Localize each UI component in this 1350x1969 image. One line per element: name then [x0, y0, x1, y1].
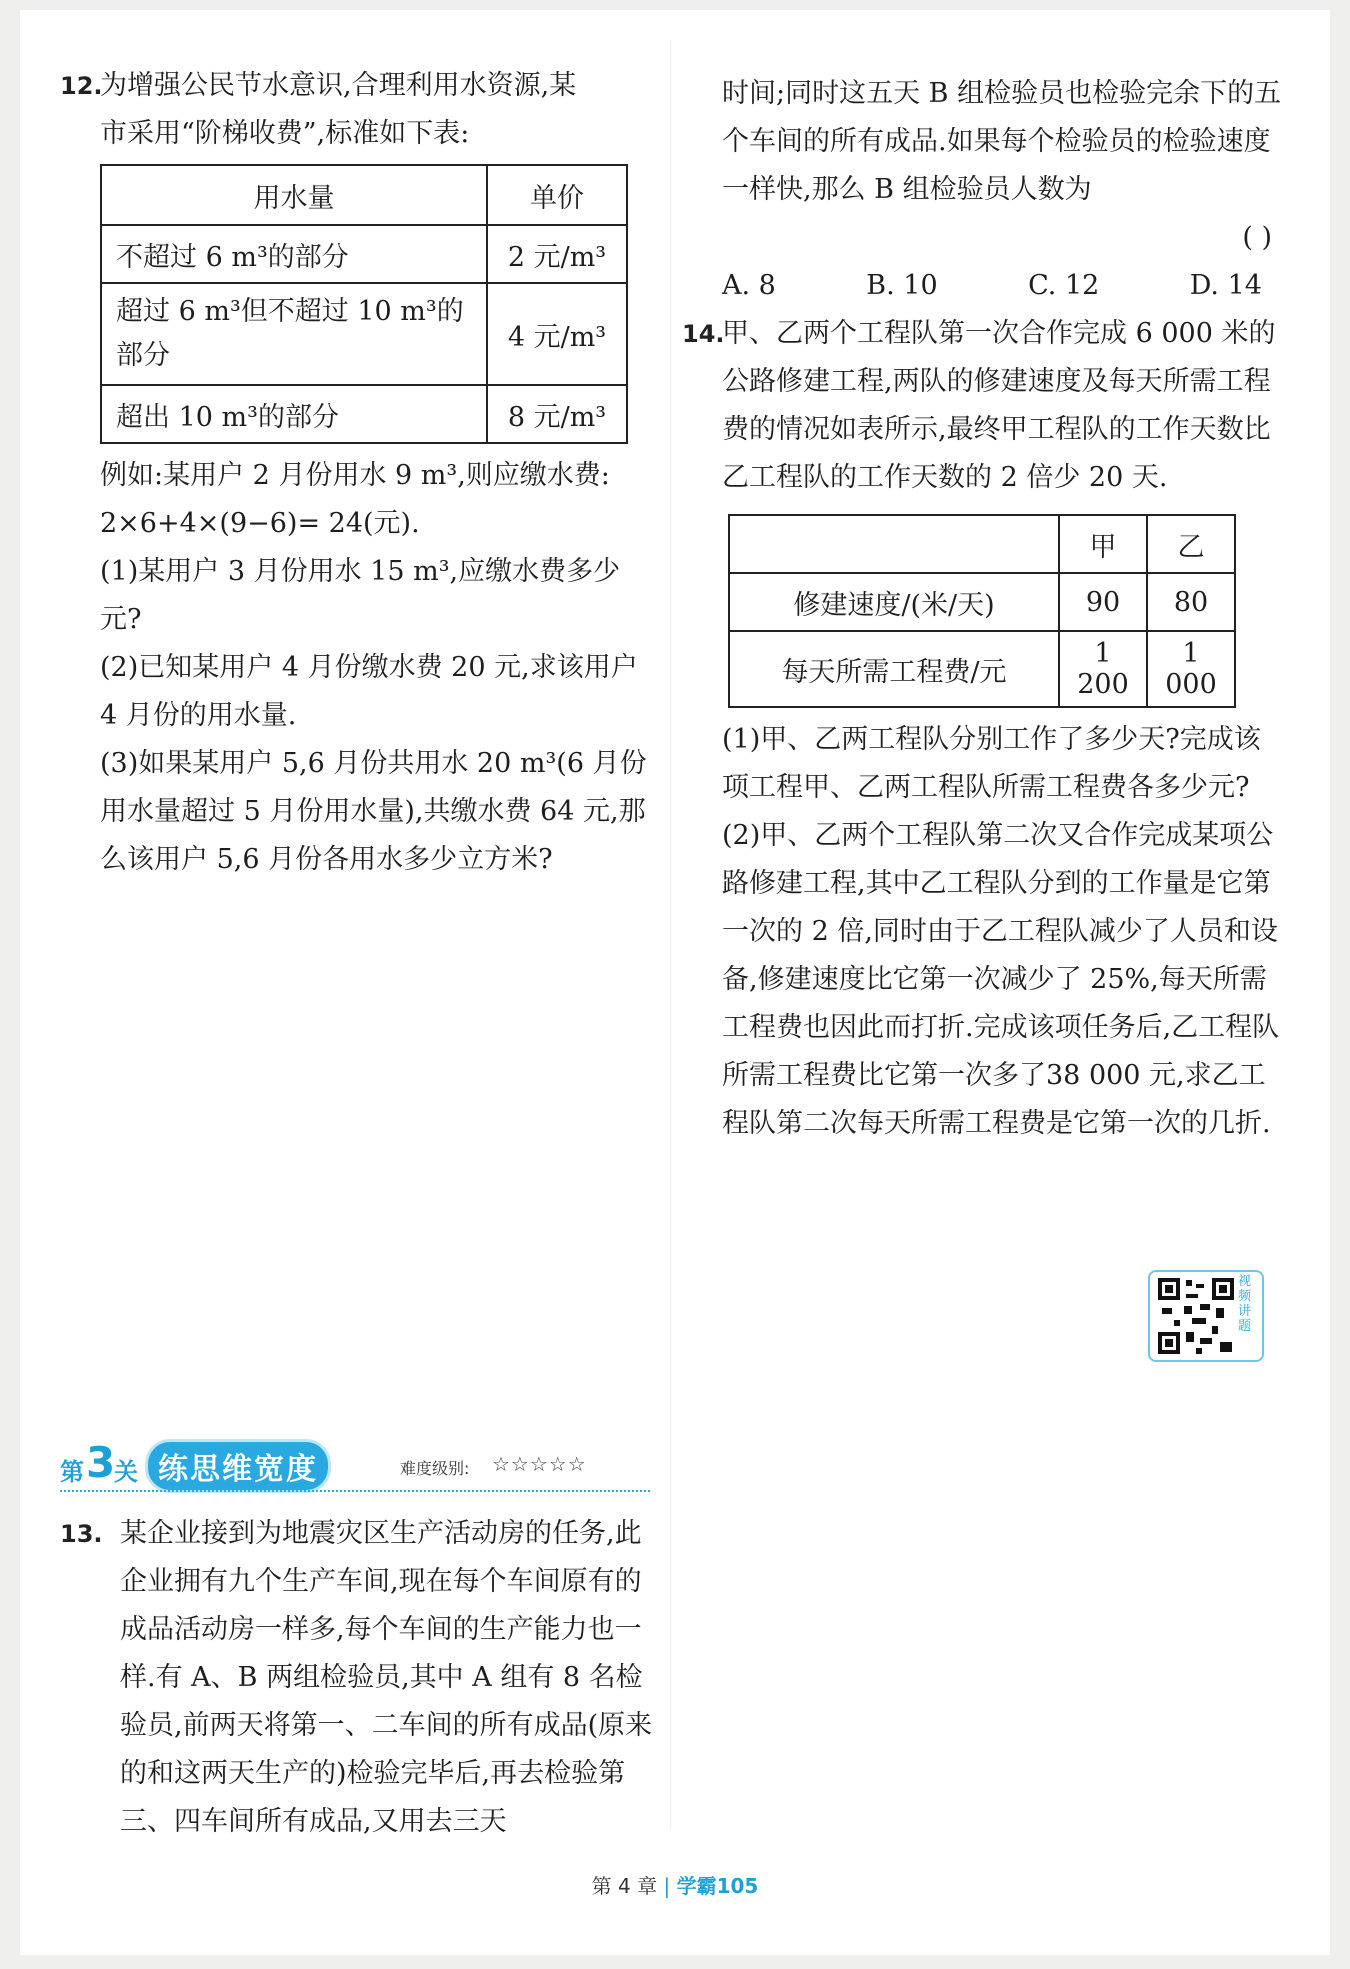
section-suffix: 关 — [114, 1458, 138, 1486]
banner-dotted-line — [60, 1490, 650, 1492]
page-number: 105 — [716, 1874, 759, 1898]
table-cell: 每天所需工程费/元 — [729, 631, 1059, 707]
difficulty-label: 难度级别: — [400, 1459, 470, 1478]
table-header — [729, 515, 1059, 573]
table-cell: 超过 6 m³但不超过 10 m³的部分 — [101, 283, 487, 385]
table-header: 用水量 — [101, 165, 487, 225]
table-cell: 超出 10 m³的部分 — [101, 385, 487, 443]
option-c: C. 12 — [1028, 270, 1100, 301]
question-number: 13. — [60, 1520, 103, 1548]
water-price-table — [100, 164, 628, 444]
q12-example-line1: 例如:某用户 2 月份用水 9 m³,则应缴水费: — [100, 460, 610, 491]
q13-text: 某企业接到为地震灾区生产活动房的任务,此企业拥有九个生产车间,现在每个车间原有的成品活动房一样多,每个车间的生产能力也一样.有 A、B 两组检验员,其中 A 组有 8 名检验员,前两天将第一、二车间的所有成品(原来的和这两天生产的)检验完毕后,再去检验第三、四车间所有成品,又用去三天 — [120, 1518, 653, 1837]
brand-label: 学霸 — [676, 1874, 717, 1898]
page-footer — [0, 1870, 1350, 1899]
right-column — [682, 70, 1282, 1148]
q14-part2: (2)甲、乙两个工程队第二次又合作完成某项公路修建工程,其中乙工程队分到的工作量是它第一次的 2 倍,同时由于乙工程队减少了人员和设备,修建速度比它第一次减少了 25%,每天所需工程费也因此而打折.完成该项任务后,乙工程队所需工程费比它第一次多了38 000 元,求乙工程队第二次每天所需工程费是它第一次的几折. — [722, 820, 1280, 1139]
section-prefix: 第 — [60, 1458, 84, 1486]
table-cell: 修建速度/(米/天) — [729, 573, 1059, 631]
q12-part3: (3)如果某用户 5,6 月份共用水 20 m³(6 月份用水量超过 5 月份用水量),共缴水费 64 元,那么该用户 5,6 月份各用水多少立方米? — [100, 748, 647, 875]
q12-intro-line1: 为增强公民节水意识,合理利用水资源,某 — [100, 70, 577, 101]
q12-part2: (2)已知某用户 4 月份缴水费 20 元,求该用户 4 月份的用水量. — [100, 652, 638, 731]
table-cell: 8 元/m³ — [487, 385, 627, 443]
table-cell: 1 000 — [1147, 631, 1235, 707]
column-divider — [670, 40, 671, 1830]
chapter-label: 第 4 章 — [591, 1874, 658, 1898]
table-cell: 90 — [1059, 573, 1147, 631]
table-cell: 80 — [1147, 573, 1235, 631]
question-12 — [60, 62, 660, 884]
answer-options — [722, 262, 1282, 310]
section-banner — [60, 1440, 650, 1490]
qr-code-icon — [1156, 1276, 1236, 1356]
option-a: A. 8 — [722, 270, 776, 301]
q12-intro-line2: 市采用“阶梯收费”,标准如下表: — [100, 118, 470, 149]
table-cell: 不超过 6 m³的部分 — [101, 225, 487, 283]
q14-part1: (1)甲、乙两工程队分别工作了多少天?完成该项工程甲、乙两工程队所需工程费各多少元? — [722, 724, 1261, 803]
table-header: 单价 — [487, 165, 627, 225]
section-title: 练思维宽度 — [148, 1442, 328, 1490]
table-cell: 4 元/m³ — [487, 283, 627, 385]
option-d: D. 14 — [1189, 270, 1262, 301]
option-b: B. 10 — [866, 270, 938, 301]
q12-example-line2: 2×6+4×(9−6)= 24(元). — [100, 508, 420, 539]
section-number: 3 — [86, 1438, 116, 1487]
question-14 — [682, 310, 1282, 1148]
answer-parentheses: ( ) — [1242, 222, 1272, 253]
footer-separator: | — [663, 1874, 671, 1898]
question-number: 12. — [60, 72, 103, 100]
q12-part1: (1)某用户 3 月份用水 15 m³,应缴水费多少元? — [100, 556, 621, 635]
table-cell: 1 200 — [1059, 631, 1147, 707]
q13-continuation: 时间;同时这五天 B 组检验员也检验完余下的五个车间的所有成品.如果每个检验员的检验速度一样快,那么 B 组检验员人数为 — [722, 78, 1282, 205]
table-header: 乙 — [1147, 515, 1235, 573]
table-cell: 2 元/m³ — [487, 225, 627, 283]
question-13 — [60, 1510, 660, 1846]
q14-intro: 甲、乙两个工程队第一次合作完成 6 000 米的公路修建工程,两队的修建速度及每天所需工程费的情况如表所示,最终甲工程队的工作天数比乙工程队的工作天数的 2 倍少 20 天. — [722, 318, 1276, 493]
engineering-table — [728, 514, 1236, 708]
qr-code[interactable] — [1148, 1270, 1264, 1362]
table-header: 甲 — [1059, 515, 1147, 573]
difficulty-stars: ☆☆☆☆☆ — [492, 1452, 587, 1476]
question-number: 14. — [682, 320, 725, 348]
qr-label: 视频讲题 — [1238, 1274, 1252, 1334]
